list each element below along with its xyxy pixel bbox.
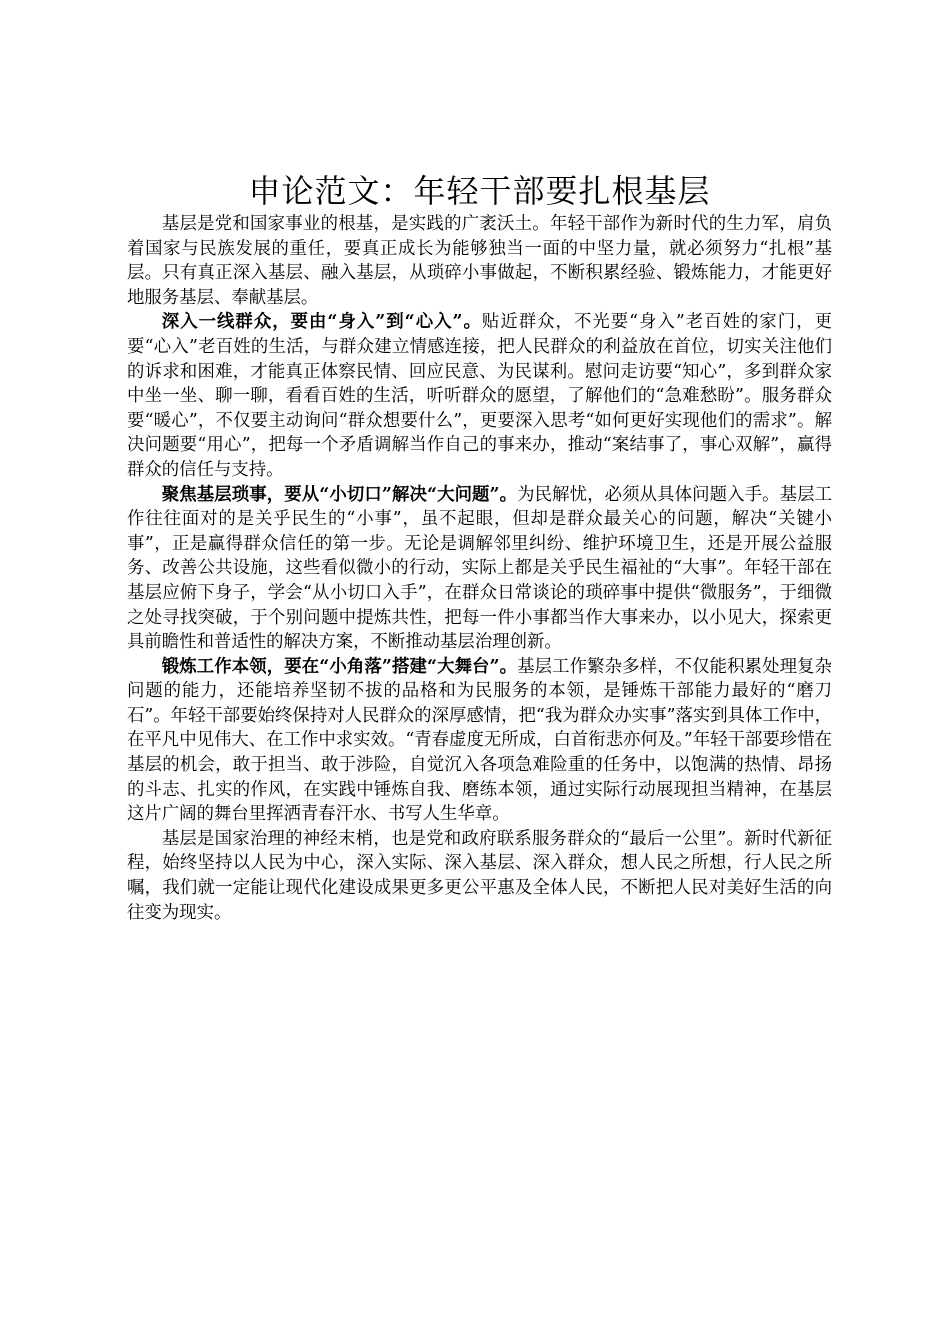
section-body-1: 贴近群众，不光要“身入”老百姓的家门，更要“心入”老百姓的生活，与群众建立情感连接，把人民群众的利益放在首位，切实关注他们的诉求和困难，才能真正体察民情、回应民意、为民谋利。慰问走访要“知心”，多到群众家中坐一坐、聊一聊，看看百姓的生活，听听群众的愿望，了解他们的“急难愁盼”。服务群众要“暖心”，不仅要主动询问“群众想要什么”，更要深入思考“如何更好实现他们的需求”。解决问题要“用心”，把每一个矛盾调解当作自己的事来办，推动“案结事了，事心双解”，赢得群众的信任与支持。 [127,312,832,480]
document-title: 申论范文：年轻干部要扎根基层 [248,172,711,210]
section-body-3: 基层工作繁杂多样，不仅能积累处理复杂问题的能力，还能培养坚韧不拔的品格和为民服务的本领，是锤炼干部能力最好的“磨刀石”。年轻干部要始终保持对人民群众的深厚感情，把“我为群众办实事”落实到具体工作中，在平凡中见伟大、在工作中求实效。“青春虚度无所成，白首衔悲亦何及。”年轻干部要珍惜在基层的机会，敢于担当、敢于涉险，自觉沉入各项急难险重的任务中，以饱满的热情、昂扬的斗志、扎实的作风，在实践中锤炼自我、磨练本领，通过实际行动展现担当精神，在基层这片广阔的舞台里挥洒青春汗水、书写人生华章。 [127,656,832,825]
section-lead-1: 深入一线群众，要由“身入”到“心入”。 [161,312,482,333]
section-paragraph-1 [127,310,832,482]
section-paragraph-3 [127,655,832,827]
section-lead-2: 聚焦基层琐事，要从“小切口”解决“大问题”。 [161,484,518,505]
intro-paragraph: 基层是党和国家事业的根基，是实践的广袤沃土。年轻干部作为新时代的生力军，肩负着国家与民族发展的重任，要真正成长为能够独当一面的中坚力量，就必须努力“扎根”基层。只有真正深入基层、融入基层，从琐碎小事做起，不断积累经验、锻炼能力，才能更好地服务基层、奉献基层。 [127,214,832,308]
section-lead-3: 锻炼工作本领，要在“小角落”搭建“大舞台”。 [161,656,518,677]
section-body-2: 为民解忧，必须从具体问题入手。基层工作往往面对的是关乎民生的“小事”，虽不起眼，但却是群众最关心的问题，解决“关键小事”，正是赢得群众信任的第一步。无论是调解邻里纠纷、维护环境卫生，还是开展公益服务、改善公共设施，这些看似微小的行动，实际上都是关乎民生福祉的“大事”。年轻干部在基层应俯下身子，学会“从小切口入手”，在群众日常谈论的琐碎事中提供“微服务”，于细微之处寻找突破，于个别问题中提炼共性，把每一件小事都当作大事来办，以小见大，探索更具前瞻性和普适性的解决方案，不断推动基层治理创新。 [127,484,832,653]
conclusion-paragraph: 基层是国家治理的神经末梢，也是党和政府联系服务群众的“最后一公里”。新时代新征程，始终坚持以人民为中心，深入实际、深入基层、深入群众，想人民之所想，行人民之所嘱，我们就一定能让现代化建设成果更多更公平惠及全体人民，不断把人民对美好生活的向往变为现实。 [127,828,832,923]
document-page [127,170,832,925]
section-paragraph-2 [127,483,832,655]
